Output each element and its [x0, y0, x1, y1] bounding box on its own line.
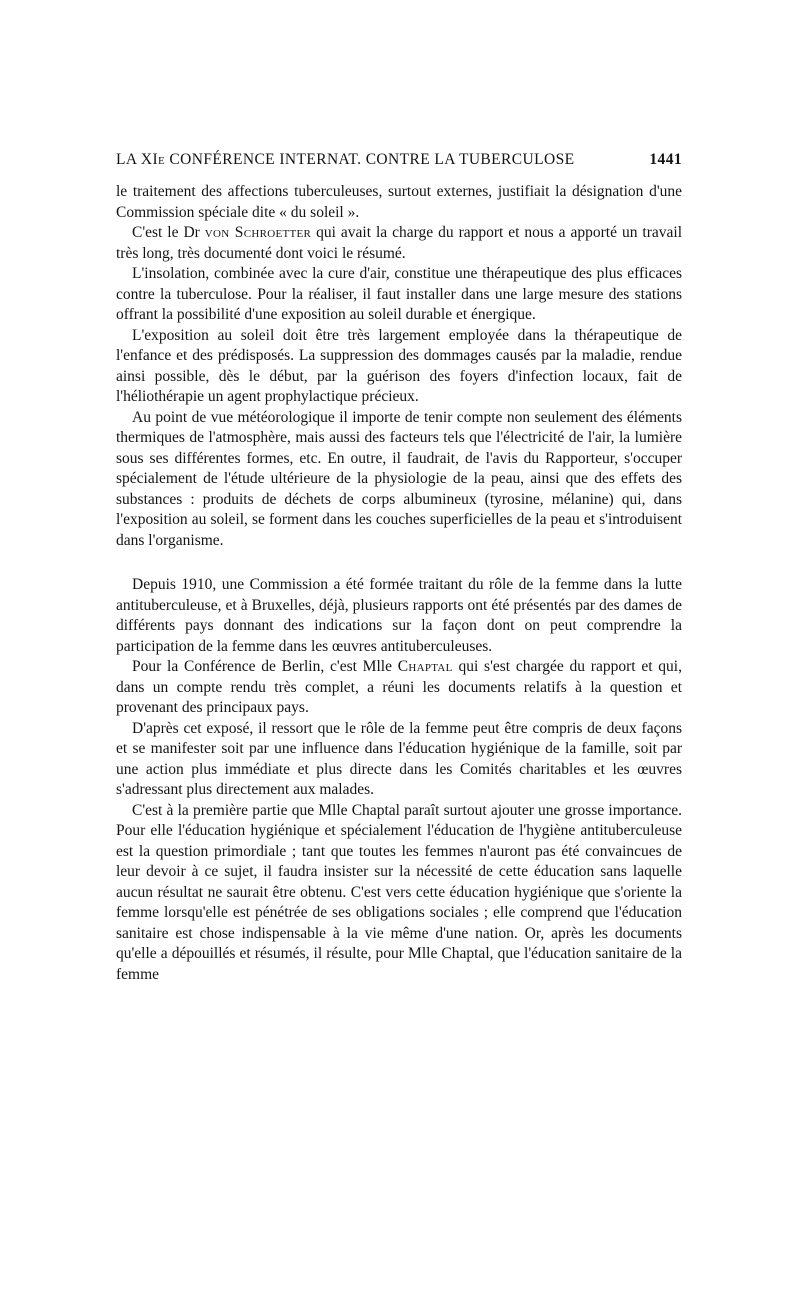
- rapporteur-name: von Schroetter: [204, 224, 312, 241]
- rapporteur-name: Chaptal: [397, 658, 453, 675]
- document-page: [116, 150, 682, 985]
- running-header: [116, 150, 682, 170]
- section-break: [116, 551, 682, 575]
- paragraph-8: D'après cet exposé, il ressort que le rôle de la femme peut être compris de deux façons et se manifester soit par une influence dans l'éducation hygiénique de la famille, soit par une action plus immédiate et plus directe dans les Comités charitables et les œuvres s'adressant plus directement aux malades.: [116, 719, 682, 798]
- paragraph-4: L'exposition au soleil doit être très largement employée dans la thérapeutique de l'enfance et des prédisposés. La suppression des dommages causés par la maladie, rendue ainsi possible, dès le début, par la guérison des foyers d'infection locaux, fait de l'héliothérapie un agent prophylactique précieux.: [116, 326, 682, 405]
- paragraph-1: le traitement des affections tuberculeuses, surtout externes, justifiait la désignation d'une Commission spéciale dite « du soleil ».: [116, 183, 682, 221]
- paragraph-5: Au point de vue météorologique il importe de tenir compte non seulement des éléments thermiques de l'atmosphère, mais aussi des facteurs tels que l'électricité de l'air, la lumière sous ses différentes formes, etc. En outre, il faudrait, de l'avis du Rapporteur, s'occuper spécialement de l'étude ultérieure de la physiologie de la peau, ainsi que des effets des substances : produits de déchets de corps albumineux (tyrosine, mélanine) qui, dans l'exposition au soleil, se forment dans les couches superficielles de la peau et s'introduisent dans l'organisme.: [116, 408, 682, 549]
- page-number: 1441: [649, 151, 682, 168]
- paragraph-6: Depuis 1910, une Commission a été formée traitant du rôle de la femme dans la lutte antituberculeuse, et à Bruxelles, déjà, plusieurs rapports ont été présentés par des dames de différents pays donnant des indications sur la façon dont on peut comprendre la participation de la femme dans les œuvres antituberculeuses.: [116, 576, 682, 655]
- paragraph-3: L'insolation, combinée avec la cure d'air, constitue une thérapeutique des plus efficaces contre la tuberculose. Pour la réaliser, il faut installer dans une large mesure des stations offrant la possibilité d'une exposition au soleil durable et énergique.: [116, 265, 682, 323]
- paragraph-2: C'est le Dr von Schroetter qui avait la charge du rapport et nous a apporté un travail très long, très documenté dont voici le résumé.: [116, 224, 683, 262]
- paragraph-9: C'est à la première partie que Mlle Chaptal paraît surtout ajouter une grosse importance. Pour elle l'éducation hygiénique et spécialement l'éducation de l'hygiène antituberculeuse est la question primordiale ; tant que toutes les femmes n'auront pas été convaincues de leur devoir à ce sujet, il faudra insister sur la nécessité de cette éducation sans laquelle aucun résultat ne saurait être obtenu. C'est vers cette éducation hygiénique que s'oriente la femme lorsqu'elle est pénétrée de ses obligations sociales ; elle comprend que l'éducation sanitaire est chose indispensable à la vie même d'une nation. Or, après les documents qu'elle a dépouillés et résumés, il résulte, pour Mlle Chaptal, que l'éducation sanitaire de la femme: [116, 801, 682, 983]
- running-title: LA XIe CONFÉRENCE INTERNAT. CONTRE LA TUBERCULOSE: [116, 151, 575, 168]
- paragraph-7: Pour la Conférence de Berlin, c'est Mlle Chaptal qui s'est chargée du rapport et qui, dans un compte rendu très complet, a réuni les documents relatifs à la question et provenant des principaux pays.: [116, 658, 682, 716]
